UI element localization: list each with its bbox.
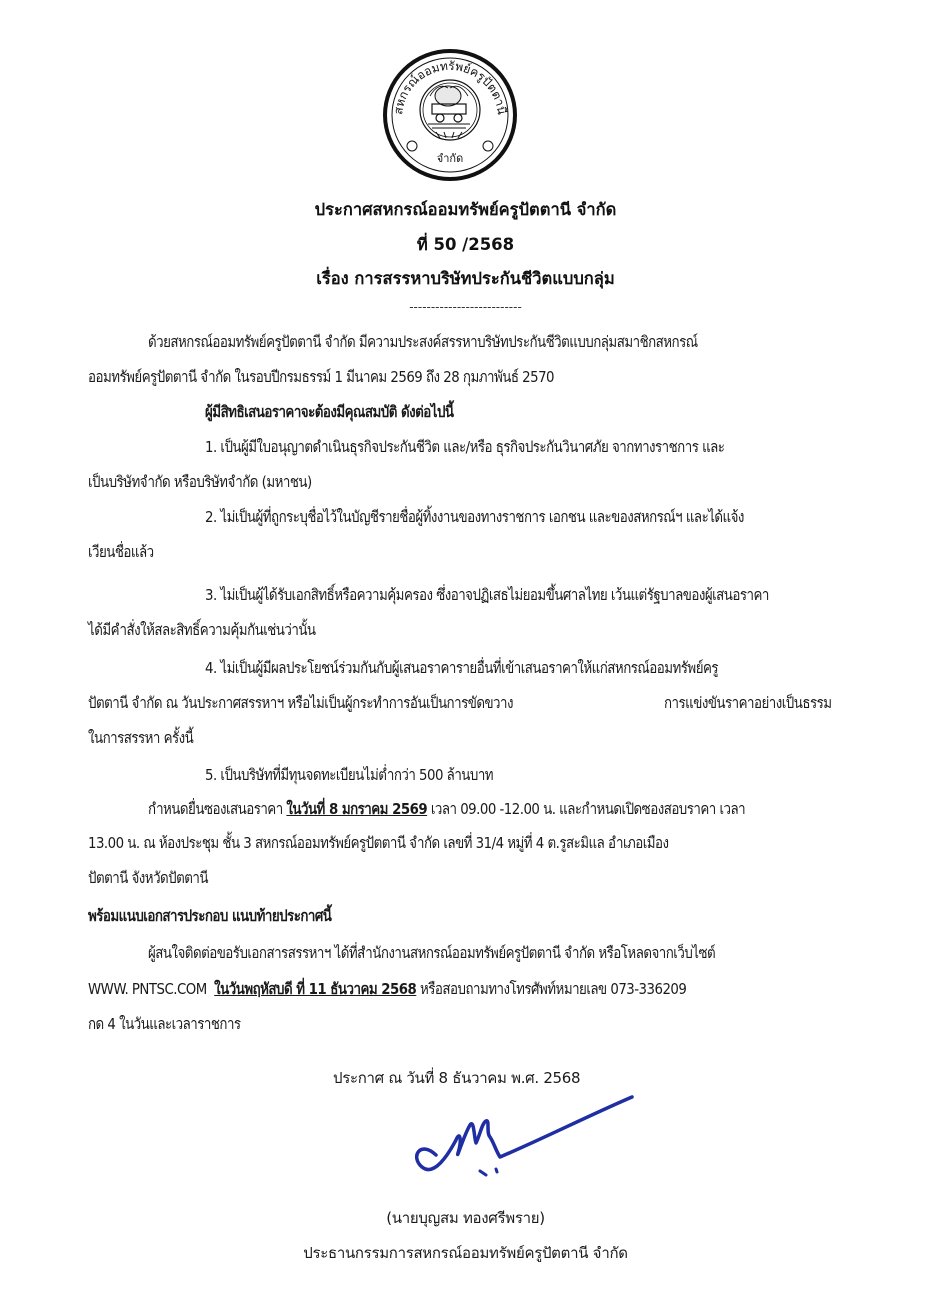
qualification-4-line-2b: การแข่งขันราคาอย่างเป็นธรรม — [664, 694, 832, 712]
submission-line-1 — [148, 796, 745, 821]
header-separator: -------------------------- — [409, 300, 522, 314]
seal-ring-text: สหกรณ์ออมทรัพย์ครูปัตตานี — [391, 58, 509, 116]
intro-line-1: ด้วยสหกรณ์ออมทรัพย์ครูปัตตานี จำกัด มีความประสงค์สรรหาบริษัทประกันชีวิตแบบกลุ่มสมาชิกสหกรณ์ — [148, 333, 698, 351]
submission-line-2: 13.00 น. ณ ห้องประชุม ชั้น 3 สหกรณ์ออมทรัพย์ครูปัตตานี จำกัด เลขที่ 31/4 หมู่ที่ 4 ต.รูสะมิแล อำเภอเมือง — [88, 834, 669, 852]
announcement-subject: เรื่อง การสรรหาบริษัทประกันชีวิตแบบกลุ่ม — [316, 269, 615, 288]
qualification-1-line-1: 1. เป็นผู้มีใบอนุญาตดำเนินธุรกิจประกันชีวิต และ/หรือ ธุรกิจประกันวินาศภัย จากทางราชการ และ — [205, 438, 725, 456]
seal-bottom-text: จำกัด — [436, 152, 464, 165]
phone-text: หรือสอบถามทางโทรศัพท์หมายเลข 073-336209 — [416, 980, 687, 998]
submission-time: เวลา 09.00 -12.00 น. และกำหนดเปิดซองสอบราคา เวลา — [427, 800, 746, 818]
qualification-4-line-1: 4. ไม่เป็นผู้มีผลประโยชน์ร่วมกันกับผู้เสนอราคารายอื่นที่เข้าเสนอราคาให้แก่สหกรณ์ออมทรัพย์ครู — [205, 659, 719, 677]
signatory-position: ประธานกรรมการสหกรณ์ออมทรัพย์ครูปัตตานี จำกัด — [303, 1244, 628, 1262]
announcement-date: ประกาศ ณ วันที่ 8 ธันวาคม พ.ศ. 2568 — [333, 1069, 581, 1087]
announcement-number: ที่ 50 /2568 — [416, 235, 515, 254]
document-date: ในวันพฤหัสบดี ที่ 11 ธันวาคม 2568 — [214, 980, 417, 998]
intro-line-2: ออมทรัพย์ครูปัตตานี จำกัด ในรอบปีกรมธรรม์ 1 มีนาคม 2569 ถึง 28 กุมภาพันธ์ 2570 — [88, 368, 555, 386]
website-link[interactable]: WWW. PNTSC.COM — [88, 980, 207, 998]
qualifications-heading: ผู้มีสิทธิเสนอราคาจะต้องมีคุณสมบัติ ดังต่อไปนี้ — [205, 403, 454, 421]
qualification-4-line-3: ในการสรรหา ครั้งนี้ — [88, 729, 194, 747]
qualification-1-line-2: เป็นบริษัทจำกัด หรือบริษัทจำกัด (มหาชน) — [88, 473, 312, 491]
contact-line-3: กด 4 ในวันและเวลาราชการ — [88, 1015, 241, 1033]
submission-intro: กำหนดยื่นซองเสนอราคา — [148, 800, 287, 818]
qualification-3-line-2: ได้มีคำสั่งให้สละสิทธิ์ความคุ้มกันเช่นว่านั้น — [88, 621, 316, 639]
submission-date: ในวันที่ 8 มกราคม 2569 — [286, 800, 428, 818]
contact-line-2 — [88, 976, 686, 1001]
cooperative-seal-logo — [382, 48, 518, 182]
qualification-2-line-1: 2. ไม่เป็นผู้ที่ถูกระบุชื่อไว้ในบัญชีรายชื่อผู้ทิ้งงานของทางราชการ เอกชน และของสหกรณ์ฯ และได้แจ้ง — [205, 508, 744, 526]
attachment-note: พร้อมแนบเอกสารประกอบ แนบท้ายประกาศนี้ — [88, 907, 332, 925]
qualification-4-line-2a: ปัตตานี จำกัด ณ วันประกาศสรรหาฯ หรือไม่เป็นผู้กระทำการอันเป็นการขัดขวาง — [88, 694, 514, 712]
qualification-2-line-2: เวียนชื่อแล้ว — [88, 543, 154, 561]
signature-icon — [400, 1085, 640, 1185]
signatory-name: (นายบุญสม ทองศรีพราย) — [386, 1209, 545, 1227]
submission-line-3: ปัตตานี จังหวัดปัตตานี — [88, 869, 208, 887]
qualification-5-line-1: 5. เป็นบริษัทที่มีทุนจดทะเบียนไม่ต่ำกว่า 500 ล้านบาท — [205, 766, 494, 784]
announcement-org-title: ประกาศสหกรณ์ออมทรัพย์ครูปัตตานี จำกัด — [314, 200, 617, 219]
contact-line-1: ผู้สนใจติดต่อขอรับเอกสารสรรหาฯ ได้ที่สำนักงานสหกรณ์ออมทรัพย์ครูปัตตานี จำกัด หรือโหลดจากเว็บไซต์ — [148, 944, 716, 962]
qualification-3-line-1: 3. ไม่เป็นผู้ได้รับเอกสิทธิ์หรือความคุ้มครอง ซึ่งอาจปฏิเสธไม่ยอมขึ้นศาลไทย เว้นแต่รัฐบาลของผู้เสนอราคา — [205, 586, 769, 604]
